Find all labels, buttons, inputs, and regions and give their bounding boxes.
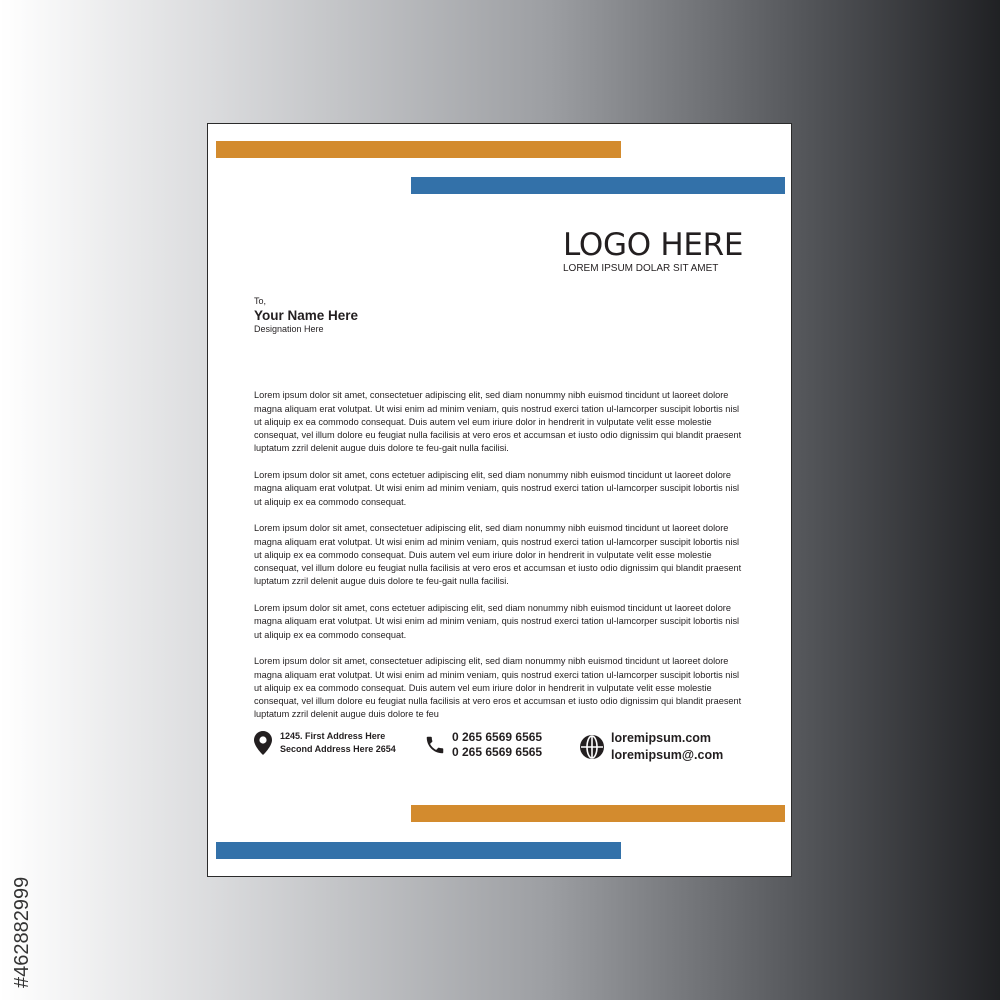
phone-icon	[424, 734, 446, 756]
body-paragraph: Lorem ipsum dolor sit amet, consectetuer adipiscing elit, sed diam nonummy nibh euismod tincidunt ut laoreet dolore magna aliquam erat volutpat. Ut wisi enim ad minim veniam, quis nostrud exerci tation ul-lamcorper suscipit lobortis nisl ut aliquip ex ea commodo consequat. Duis autem vel eum iriure dolor in hendrerit in vulputate velit esse molestie consequat, vel illum dolore eu feugiat nulla facilisis at vero eros et accumsan et iusto odio dignissim qui blandit praesent luptatum zzril delenit augue duis dolore te feu	[254, 656, 742, 720]
bottom-blue-bar	[216, 842, 621, 859]
stock-id-text: #462882999	[11, 876, 33, 988]
phone-line-1: 0 265 6569 6565	[452, 730, 543, 744]
location-pin-icon	[252, 732, 274, 754]
address-contact	[252, 730, 396, 756]
recipient-designation: Designation Here	[254, 324, 324, 334]
body-paragraph: Lorem ipsum dolor sit amet, consectetuer adipiscing elit, sed diam nonummy nibh euismod tincidunt ut laoreet dolore magna aliquam erat volutpat. Ut wisi enim ad minim veniam, quis nostrud exerci tation ul-lamcorper suscipit lobortis nisl ut aliquip ex ea commodo consequat. Duis autem vel eum iriure dolor in hendrerit in vulputate velit esse molestie consequat, vel illum dolore eu feugiat nulla facilisis at vero eros et accumsan et iusto odio dignissim qui blandit praesent luptatum zzril delenit augue duis dolore te feu-gait nulla facilisi.	[254, 390, 742, 454]
logo-title: LOGO HERE	[563, 227, 744, 263]
body-paragraph: Lorem ipsum dolor sit amet, cons ectetuer adipiscing elit, sed diam nonummy nibh euismod tincidunt ut laoreet dolore magna aliquam erat volutpat. Ut wisi enim ad minim veniam, quis nostrud exerci tation ul-lamcorper suscipit lobortis nisl ut aliquip ex ea commodo consequat.	[254, 470, 740, 507]
letterhead-page	[207, 123, 792, 877]
recipient-name: Your Name Here	[254, 308, 359, 323]
logo	[563, 228, 763, 275]
top-orange-bar	[216, 141, 621, 158]
recipient-block	[254, 296, 358, 335]
website-link[interactable]: loremipsum.com	[611, 731, 712, 745]
body-paragraph: Lorem ipsum dolor sit amet, cons ectetuer adipiscing elit, sed diam nonummy nibh euismod tincidunt ut laoreet dolore magna aliquam erat volutpat. Ut wisi enim ad minim veniam, quis nostrud exerci tation ul-lamcorper suscipit lobortis nisl ut aliquip ex ea commodo consequat.	[254, 603, 740, 640]
phone-line-2: 0 265 6569 6565	[452, 745, 543, 759]
contact-footer	[252, 730, 752, 770]
email-link[interactable]: loremipsum@.com	[611, 748, 724, 762]
logo-tagline: LOREM IPSUM DOLAR SIT AMET	[563, 263, 719, 274]
top-blue-bar	[411, 177, 785, 194]
stock-id-watermark	[4, 760, 36, 990]
address-line-2: Second Address Here 2654	[280, 744, 396, 754]
globe-icon	[579, 734, 605, 760]
phone-contact	[424, 730, 542, 760]
address-line-1: 1245. First Address Here	[280, 731, 386, 741]
letter-body	[254, 376, 744, 735]
bottom-orange-bar	[411, 805, 785, 822]
to-label: To,	[254, 296, 267, 306]
web-contact	[579, 730, 723, 764]
body-paragraph: Lorem ipsum dolor sit amet, consectetuer adipiscing elit, sed diam nonummy nibh euismod tincidunt ut laoreet dolore magna aliquam erat volutpat. Ut wisi enim ad minim veniam, quis nostrud exerci tation ul-lamcorper suscipit lobortis nisl ut aliquip ex ea commodo consequat. Duis autem vel eum iriure dolor in hendrerit in vulputate velit esse molestie consequat, vel illum dolore eu feugiat nulla facilisis at vero eros et accumsan et iusto odio dignissim qui blandit praesent luptatum zzril delenit augue duis dolore te feu-gait nulla facilisi.	[254, 523, 742, 587]
